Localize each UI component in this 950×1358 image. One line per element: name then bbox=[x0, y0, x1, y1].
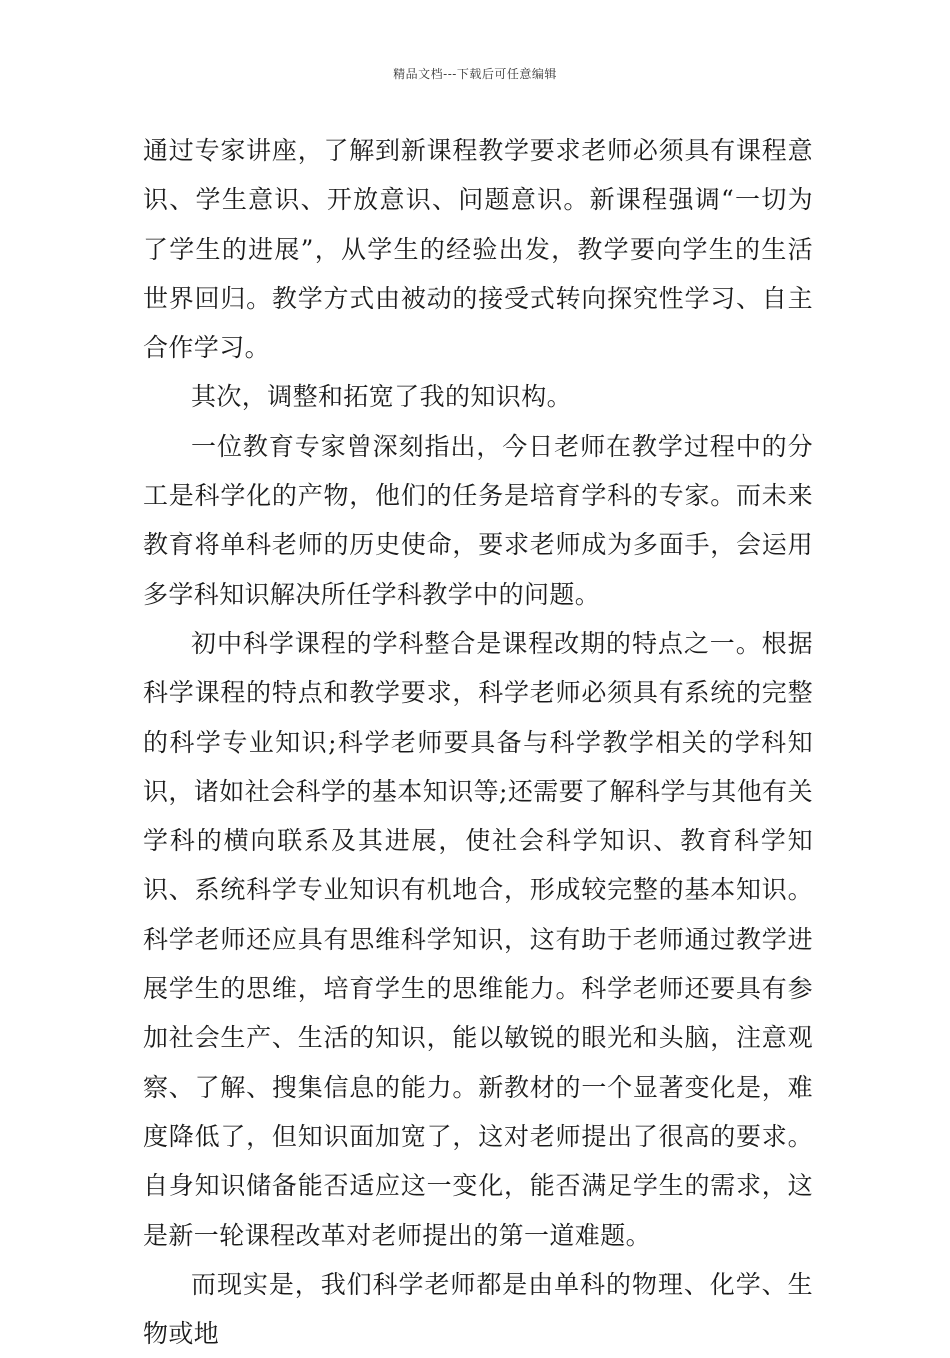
paragraph-2: 其次，调整和拓宽了我的知识构。 bbox=[191, 382, 573, 412]
paragraph-1: 通过专家讲座，了解到新课程教学要求老师必须具有课程意识、学生意识、开放意识、问题意识。新课程强调“一切为了学生的进展”，从学生的经验出发，教学要向学生的生活世界回归。教学方式由被动的接受式转向探究性学习、自主合作学习。 bbox=[143, 136, 813, 363]
paragraph-5: 而现实是，我们科学老师都是由单科的物理、化学、生物或地 bbox=[143, 1269, 813, 1349]
paragraph-3: 一位教育专家曾深刻指出，今日老师在教学过程中的分工是科学化的产物，他们的任务是培育学科的专家。而未来教育将单科老师的历史使命，要求老师成为多面手，会运用多学科知识解决所任学科教学中的问题。 bbox=[143, 431, 813, 609]
document-body bbox=[143, 126, 813, 1358]
page-header: 精品文档---下载后可任意编辑 bbox=[393, 67, 557, 81]
paragraph-4: 初中科学课程的学科整合是课程改期的特点之一。根据科学课程的特点和教学要求，科学老师必须具有系统的完整的科学专业知识;科学老师要具备与科学教学相关的学科知识，诸如社会科学的基本知识等;还需要了解科学与其他有关学科的横向联系及其进展，使社会科学知识、教育科学知识、系统科学专业知识有机地合，形成较完整的基本知识。科学老师还应具有思维科学知识，这有助于老师通过教学进展学生的思维，培育学生的思维能力。科学老师还要具有参加社会生产、生活的知识，能以敏锐的眼光和头脑，注意观察、了解、搜集信息的能力。新教材的一个显著变化是，难度降低了，但知识面加宽了，这对老师提出了很高的要求。自身知识储备能否适应这一变化，能否满足学生的需求，这是新一轮课程改革对老师提出的第一道难题。 bbox=[143, 628, 813, 1250]
